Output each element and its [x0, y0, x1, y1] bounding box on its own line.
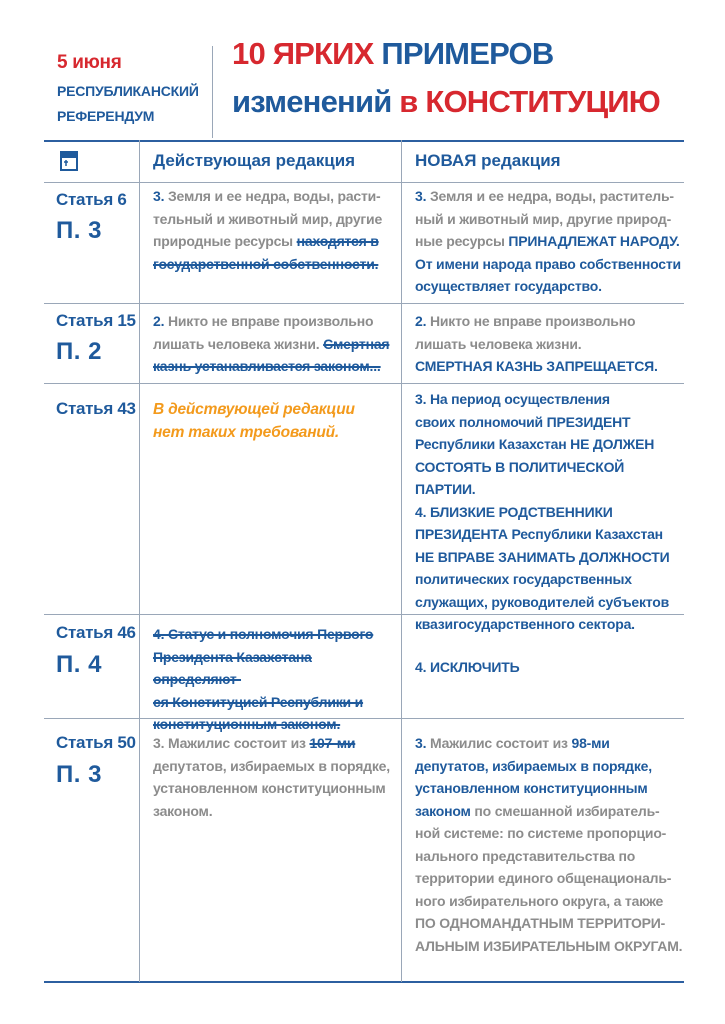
- column-header-new: НОВАЯ редакция: [415, 151, 561, 170]
- column-header-current: Действующая редакция: [153, 151, 356, 170]
- column-divider: [401, 140, 402, 982]
- current-text: В действующей редакции нет таких требований.: [153, 401, 355, 441]
- table-top-line: [44, 140, 684, 142]
- subtitle-line1: РЕСПУБЛИКАНСКИЙ: [57, 83, 199, 99]
- referendum-date: 5 июня: [57, 52, 122, 73]
- point-label: П. 3: [56, 761, 102, 788]
- title-highlight: 10 ЯРКИХ: [232, 36, 374, 71]
- current-text: 3. Земля и ее недра, воды, расти- тельный и животный мир, другие природные ресурсы находятся в государственной собственности.: [153, 188, 383, 272]
- title-part: ПРИМЕРОВ: [373, 36, 554, 71]
- new-text: 2. Никто не вправе произвольно лишать человека жизни. СМЕРТНАЯ КАЗНЬ ЗАПРЕЩАЕТСЯ.: [415, 313, 658, 374]
- header-divider: [212, 46, 213, 138]
- article-label: Статья 46: [56, 623, 136, 642]
- article-label: Статья 6: [56, 190, 127, 209]
- row-divider: [44, 182, 684, 183]
- header: [0, 0, 725, 140]
- subtitle-line2: РЕФЕРЕНДУМ: [57, 108, 155, 124]
- book-icon: [58, 150, 80, 172]
- title-highlight: в КОНСТИТУЦИЮ: [399, 84, 660, 119]
- current-text: 3. Мажилис состоит из 107-ми депутатов, избираемых в порядке, установленном конституционным законом.: [153, 735, 390, 819]
- article-label: Статья 50: [56, 733, 136, 752]
- point-label: П. 4: [56, 651, 102, 678]
- title-line2: [232, 84, 660, 120]
- column-divider: [139, 140, 140, 982]
- row-divider: [44, 383, 684, 384]
- new-text: 3. На период осуществления своих полномочий ПРЕЗИДЕНТ Республики Казахстан НЕ ДОЛЖЕН СОСТОЯТЬ В ПОЛИТИЧЕСКОЙ ПАРТИИ. 4. БЛИЗКИЕ РОДСТВЕННИКИ ПРЕЗИДЕНТА Республики Казахстан НЕ ВПРАВЕ ЗАНИМАТЬ ДОЛЖНОСТИ политических государственных служащих, руководителей субъектов квазигосударственного сектора.: [415, 391, 670, 632]
- row-divider: [44, 303, 684, 304]
- new-text: 3. Земля и ее недра, воды, раститель- ный и животный мир, другие природ- ные ресурсы ПРИНАДЛЕЖАТ НАРОДУ. От имени народа право собственности осуществляет государство.: [415, 188, 681, 294]
- new-text: 4. ИСКЛЮЧИТЬ: [415, 659, 520, 675]
- table-bottom-line: [44, 981, 684, 983]
- point-label: П. 2: [56, 338, 102, 365]
- article-label: Статья 43: [56, 399, 136, 418]
- current-text: 4. Статус и полномочия Первого Президента Казахстана определяют- ся Конституцией Республики и конституционным законом.: [153, 626, 374, 732]
- title-line1: [232, 36, 553, 72]
- new-text: 3. Мажилис состоит из 98-ми депутатов, избираемых в порядке, установленном конституционным законом по смешанной избиратель- ной системе: по системе пропорцио- нального представительства по территории единого общенациональ- ного избирательного округа, а также ПО ОДНОМАНДАТНЫМ ТЕРРИТОРИ- АЛЬНЫМ ИЗБИРАТЕЛЬНЫМ ОКРУГАМ.: [415, 735, 683, 954]
- point-label: П. 3: [56, 217, 102, 244]
- article-label: Статья 15: [56, 311, 136, 330]
- title-part: изменений: [232, 84, 400, 119]
- current-text: 2. Никто не вправе произвольно лишать человека жизни. Смертная казнь устанавливается законом...: [153, 313, 390, 374]
